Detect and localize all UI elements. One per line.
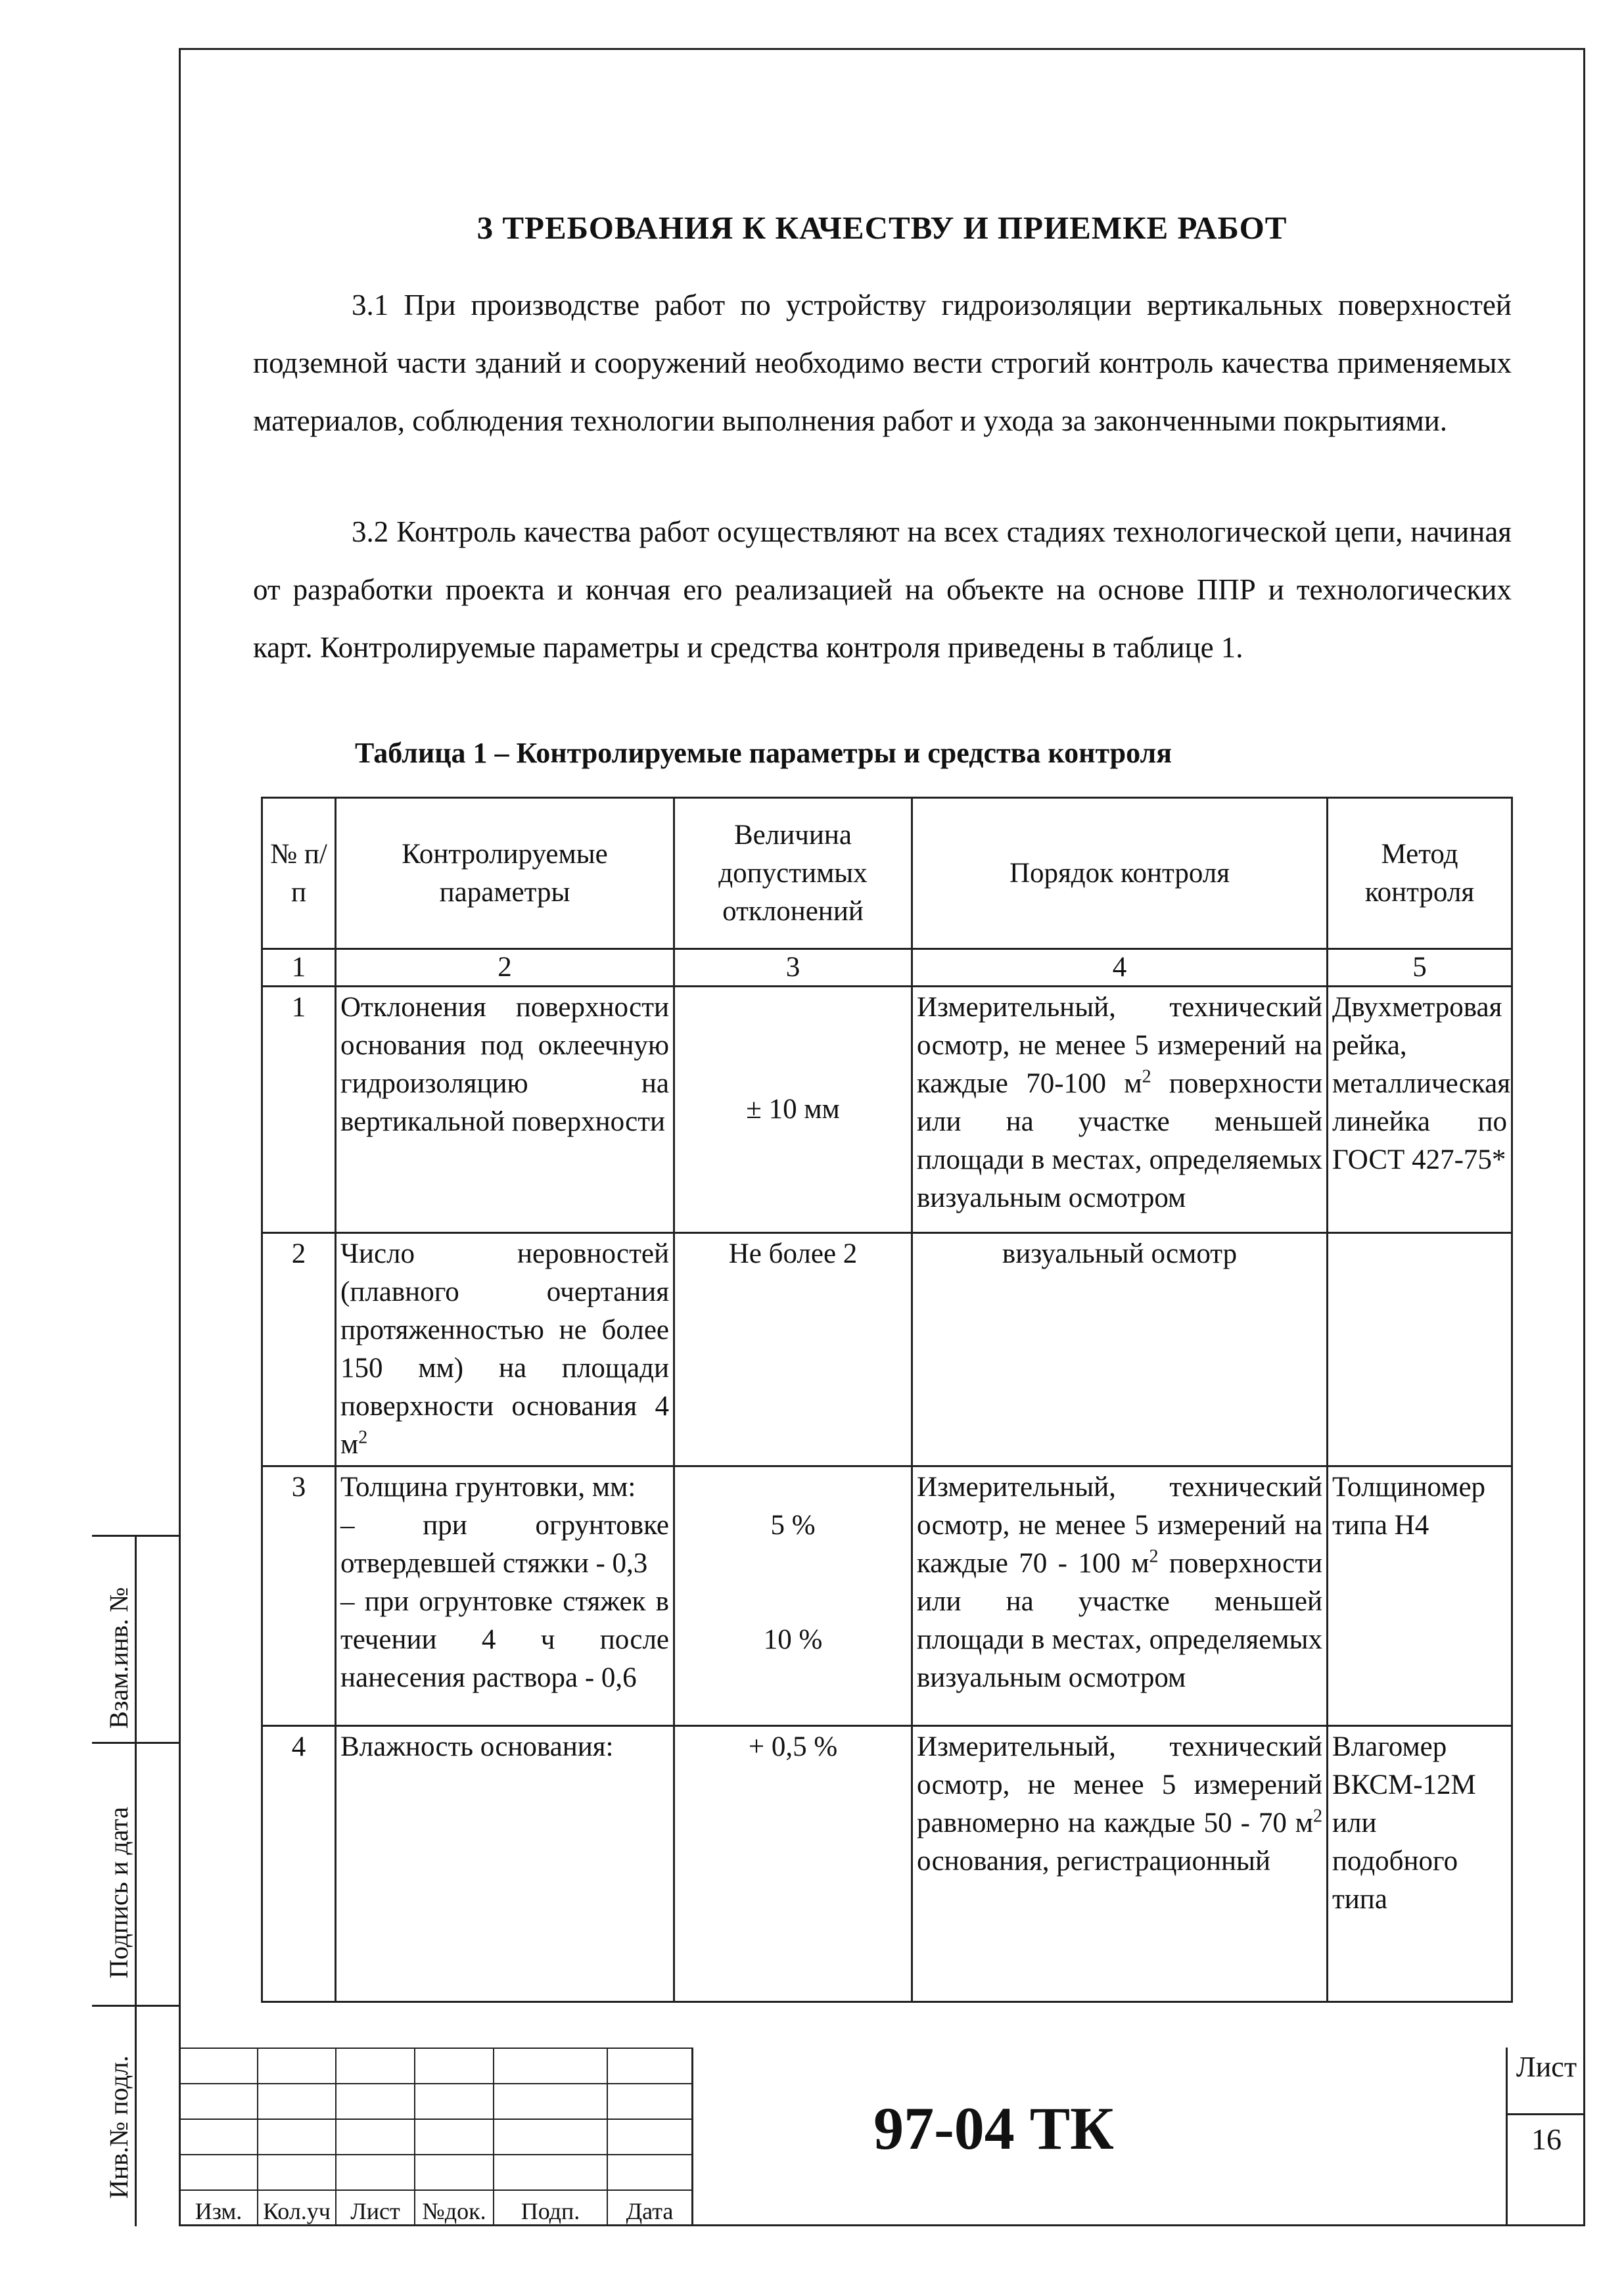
- row-tolerance: + 0,5 %: [674, 1726, 912, 2002]
- paragraph-3-1: [253, 276, 1512, 450]
- revision-header-row: [179, 2190, 692, 2226]
- paragraph-3-2: [253, 503, 1512, 676]
- revision-column-label: Кол.уч: [258, 2190, 336, 2226]
- procedure-text: поверхности или на участке меньшей площади в местах, определяемых визуальным осмотром: [917, 1548, 1322, 1693]
- column-numbers-row: [262, 949, 1512, 987]
- table-header-row: [262, 798, 1512, 949]
- paragraph-3-1-text: 3.1 При производстве работ по устройству гидроизоляции вертикальных поверхностей подземной части зданий и сооружений необходимо вести строгий контроль качества применяемых материалов, соблюдения технологии выполнения работ и ухода за законченными покрытиями.: [253, 289, 1512, 437]
- row-number: 3: [262, 1466, 336, 1726]
- document-code: 97-04 ТК: [873, 2095, 1114, 2162]
- row-parameter: [336, 1233, 674, 1466]
- superscript: 2: [1142, 1066, 1151, 1087]
- table-row: [262, 1726, 1512, 2002]
- row-method: Влагомер ВКСМ-12М или подобного типа: [1328, 1726, 1512, 2002]
- header-no: № п/п: [262, 798, 336, 949]
- procedure-text: Измерительный, технический осмотр, не менее 5 измерений на каждые 70-100 м: [917, 992, 1322, 1099]
- revision-column-label: Изм.: [179, 2190, 258, 2226]
- row-parameter: [336, 1466, 674, 1726]
- header-parameters: Контролируемые параметры: [336, 798, 674, 949]
- section-title: 3 ТРЕБОВАНИЯ К КАЧЕСТВУ И ПРИЕМКЕ РАБОТ: [476, 210, 1288, 246]
- column-number: 3: [674, 949, 912, 987]
- sheet-box: [1506, 2048, 1585, 2226]
- table-row: [262, 1233, 1512, 1466]
- margin-label-replacement-inv: Взам.инв. №: [104, 1587, 133, 1729]
- superscript: 2: [1313, 1806, 1322, 1827]
- header-method: Метод контроля: [1328, 798, 1512, 949]
- revision-column-label: Подп.: [494, 2190, 607, 2226]
- procedure-text: Измерительный, технический осмотр, не менее 5 измерений на каждые 70 - 100 м: [917, 1472, 1322, 1579]
- row-tolerance: [674, 1466, 912, 1726]
- revision-column-label: Лист: [336, 2190, 415, 2226]
- procedure-text: основания, регистрационный: [917, 1846, 1270, 1877]
- parameter-text: Число неровностей (плавного очертания протяженностью не более 150 мм) на площади поверхности основания 4 м: [340, 1238, 669, 1460]
- margin-stamp-border: [135, 1535, 137, 2226]
- row-procedure: [912, 987, 1328, 1233]
- procedure-text: поверхности или на участке меньшей площади в местах, определяемых визуальным осмотром: [917, 1068, 1322, 1213]
- column-number: 5: [1328, 949, 1512, 987]
- header-tolerance: Величина допустимых отклонений: [674, 798, 912, 949]
- revision-column-label: №док.: [415, 2190, 494, 2226]
- row-procedure: [912, 1466, 1328, 1726]
- parameter-item: – при огрунтовке отвердевшей стяжки - 0,3: [340, 1510, 669, 1579]
- table-row: [262, 1466, 1512, 1726]
- row-number: 4: [262, 1726, 336, 2002]
- sheet-label: Лист: [1516, 2051, 1577, 2083]
- row-method: Двухметровая рейка, металлическая линейка по ГОСТ 427-75*: [1328, 987, 1512, 1233]
- margin-label-signature-date: Подпись и дата: [104, 1806, 133, 1978]
- row-tolerance: Не более 2: [674, 1233, 912, 1466]
- row-tolerance: ± 10 мм: [674, 987, 912, 1233]
- column-number: 1: [262, 949, 336, 987]
- row-method: Толщиномер типа Н4: [1328, 1466, 1512, 1726]
- row-method: [1328, 1233, 1512, 1466]
- sheet-number: 16: [1508, 2113, 1585, 2157]
- row-number: 1: [262, 987, 336, 1233]
- superscript: 2: [358, 1427, 368, 1448]
- column-number: 4: [912, 949, 1328, 987]
- margin-label-original-inv: Инв.№ подл.: [104, 2055, 133, 2199]
- row-procedure: визуальный осмотр: [912, 1233, 1328, 1466]
- row-number: 2: [262, 1233, 336, 1466]
- control-parameters-table: [261, 797, 1513, 2003]
- header-procedure: Порядок контроля: [912, 798, 1328, 949]
- revision-grid: [179, 2048, 693, 2226]
- tolerance-value: 10 %: [763, 1624, 823, 1655]
- column-number: 2: [336, 949, 674, 987]
- title-block: [179, 2048, 1585, 2226]
- table-caption: Таблица 1 – Контролируемые параметры и средства контроля: [355, 737, 1172, 769]
- row-procedure: [912, 1726, 1328, 2002]
- procedure-text: Измерительный, технический осмотр, не менее 5 измерений равномерно на каждые 50 - 70 м: [917, 1731, 1322, 1838]
- superscript: 2: [1149, 1546, 1159, 1567]
- revision-column-label: Дата: [607, 2190, 692, 2226]
- row-parameter: Отклонения поверхности основания под оклеечную гидроизоляцию на вертикальной поверхности: [336, 987, 674, 1233]
- row-parameter: Влажность основания:: [336, 1726, 674, 2002]
- parameter-item: – при огрунтовке стяжек в течении 4 ч после нанесения раствора - 0,6: [340, 1586, 669, 1693]
- paragraph-3-2-text: 3.2 Контроль качества работ осуществляют на всех стадиях технологической цепи, начиная от разработки проекта и кончая его реализацией на объекте на основе ППР и технологических карт. Контролируемые параметры и средства контроля приведены в таблице 1.: [253, 515, 1512, 664]
- table-row: [262, 987, 1512, 1233]
- parameter-title: Толщина грунтовки, мм:: [340, 1472, 636, 1503]
- tolerance-value: 5 %: [770, 1510, 816, 1541]
